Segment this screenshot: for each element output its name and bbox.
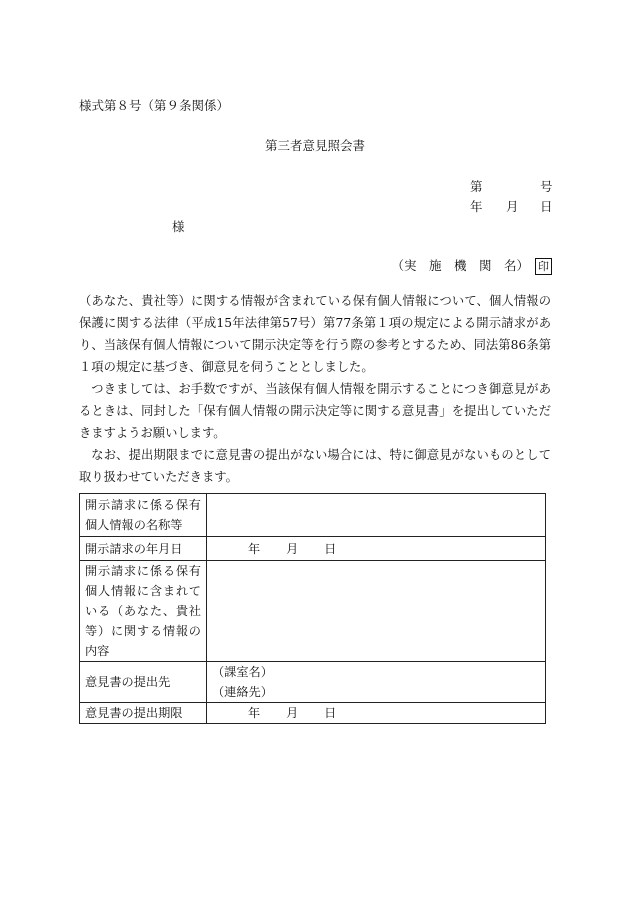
issue-date-month: 月 — [506, 199, 519, 214]
seal-mark: 印 — [535, 258, 552, 275]
row-value-info-content — [207, 561, 546, 662]
issue-date-year: 年 — [470, 199, 483, 214]
request-info-table — [79, 493, 546, 724]
reference-suffix: 号 — [540, 179, 553, 194]
submit-to-contact: （連絡先） — [212, 685, 273, 699]
row-value-submit-to — [207, 662, 546, 703]
submit-to-department: （課室名） — [212, 665, 273, 679]
deadline-year: 年 — [248, 706, 261, 720]
issuing-organization — [391, 256, 552, 275]
table-row — [80, 537, 546, 561]
addressee-honorific: 様 — [172, 219, 185, 234]
row-value-request-date — [207, 537, 546, 561]
table-row — [80, 561, 546, 662]
body-paragraph-2: つきましては、お手数ですが、当該保有個人情報を開示することにつき御意見があるときは、同封した「保有個人情報の開示決定等に関する意見書」を提出していただきますようお願いします。 — [79, 382, 551, 440]
row-label-deadline: 意見書の提出期限 — [80, 703, 207, 724]
table-row — [80, 494, 546, 537]
organization-label: （実 施 機 関 名） — [391, 258, 529, 273]
request-date-day: 日 — [324, 541, 337, 556]
row-label-info-name: 開示請求に係る保有個人情報の名称等 — [80, 494, 207, 537]
issue-date-day: 日 — [540, 199, 553, 214]
row-label-request-date: 開示請求の年月日 — [80, 537, 207, 561]
body-paragraph-3: なお、提出期限までに意見書の提出がない場合には、特に御意見がないものとして取り扱わせていただきます。 — [79, 448, 551, 484]
row-value-deadline — [207, 703, 546, 724]
table-row — [80, 662, 546, 703]
row-label-info-content: 開示請求に係る保有個人情報に含まれている（あなた、貴社等）に関する情報の内容 — [80, 561, 207, 662]
form-number: 様式第８号（第９条関係） — [79, 98, 230, 113]
row-value-info-name — [207, 494, 546, 537]
reference-prefix: 第 — [470, 179, 483, 194]
table-row — [80, 703, 546, 724]
body-paragraph-1: （あなた、貴社等）に関する情報が含まれている保有個人情報について、個人情報の保護に関する法律（平成15年法律第57号）第77条第１項の規定による開示請求があり、当該保有個人情報について開示決定等を行う際の参考とするため、同法第86条第１項の規定に基づき、御意見を伺うこととしました。 — [79, 294, 551, 374]
request-date-year: 年 — [248, 541, 261, 556]
deadline-month: 月 — [286, 706, 299, 720]
request-date-month: 月 — [286, 541, 299, 556]
body-text — [79, 290, 551, 488]
document-title: 第三者意見照会書 — [264, 138, 365, 153]
row-label-submit-to: 意見書の提出先 — [80, 662, 207, 703]
deadline-day: 日 — [324, 706, 337, 720]
